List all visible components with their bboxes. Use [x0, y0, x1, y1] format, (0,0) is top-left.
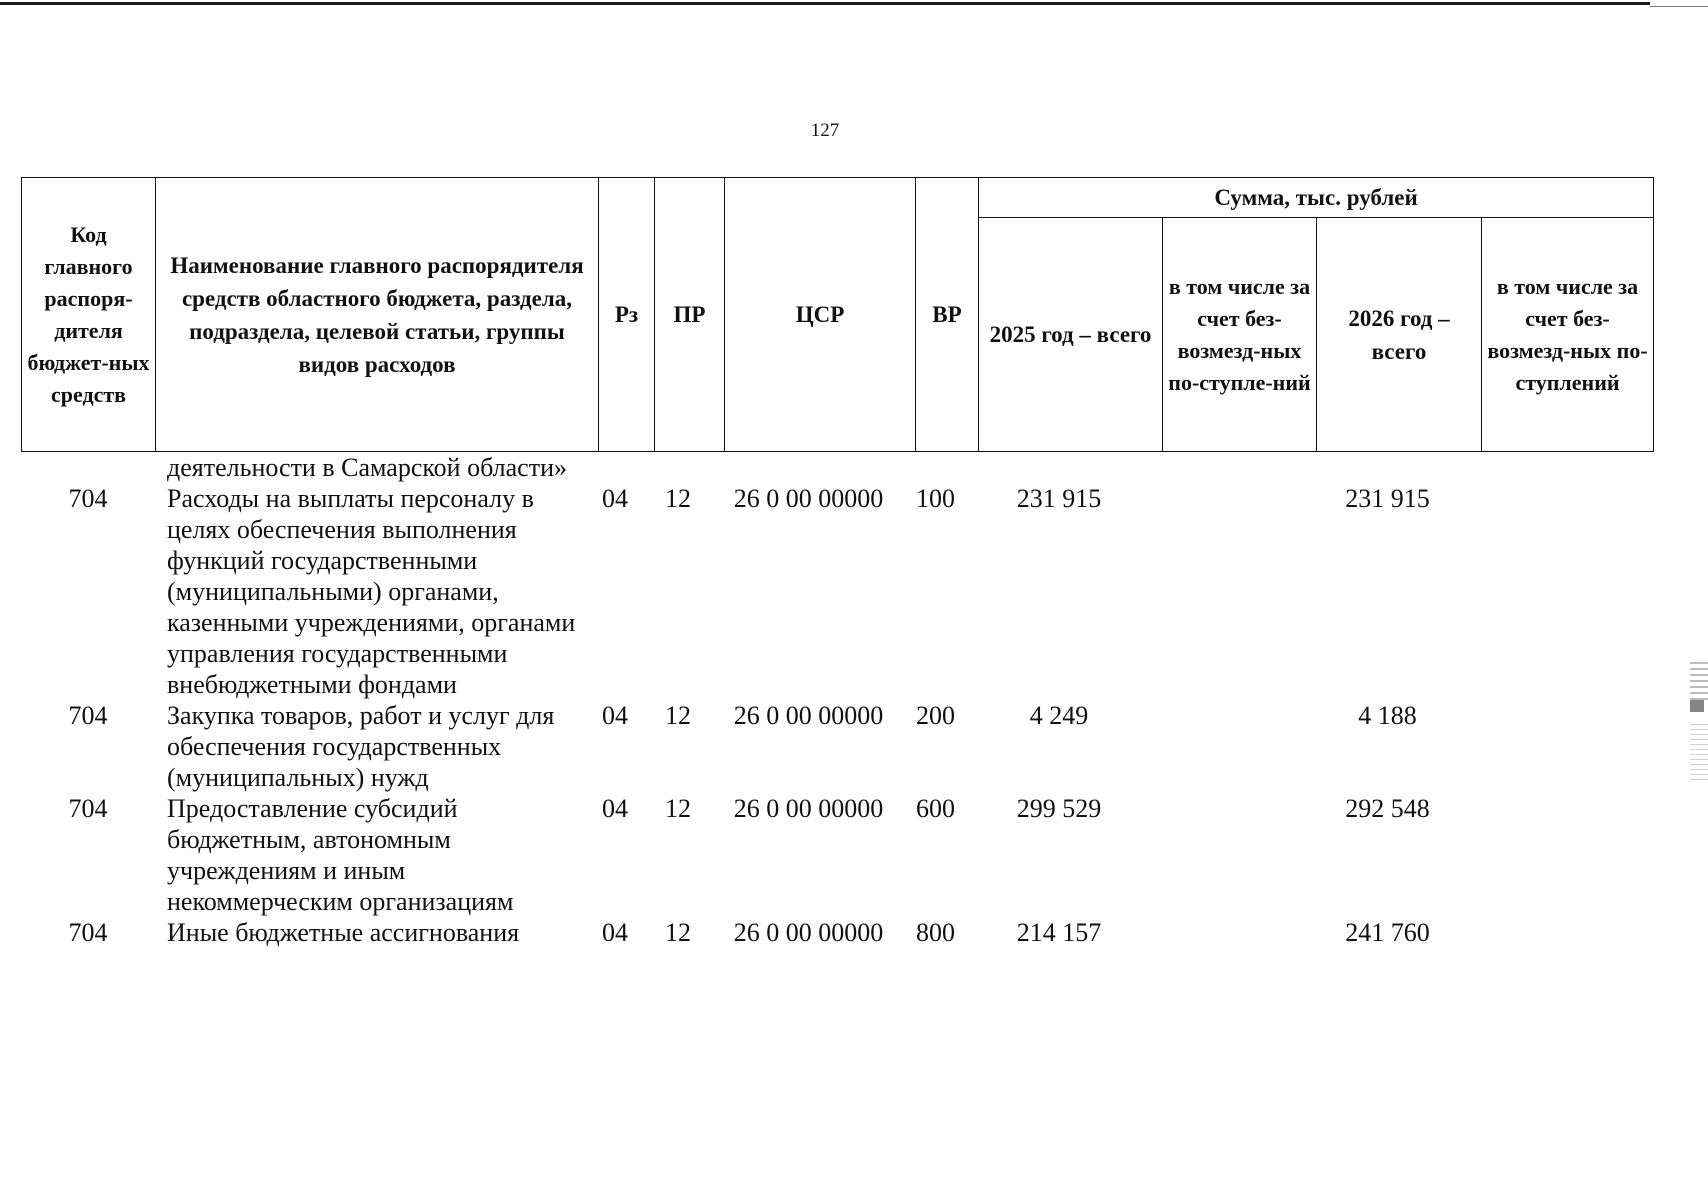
cell-vr: 200: [916, 701, 955, 730]
header-sum-group: Сумма, тыс. рублей: [979, 178, 1654, 218]
cell-name: Предоставление субсидий бюджетным, автономным учреждениям и иным некоммерческим организациям: [167, 794, 514, 916]
cell-vr: 100: [916, 484, 955, 513]
cell-pr: 12: [665, 484, 691, 513]
cell-2026-total: 4 188: [1358, 701, 1417, 730]
cell-csr: 26 0 00 00000: [733, 794, 884, 823]
table-row: [21, 793, 1653, 917]
scan-artifact: [1690, 700, 1704, 712]
continuation-row: [21, 452, 1653, 483]
cell-csr: 26 0 00 00000: [733, 701, 884, 730]
cell-vr: 800: [916, 918, 955, 947]
header-2025-grant: в том числе за счет без-возмезд-ных по-ступле-ний: [1163, 218, 1317, 452]
table-row: [21, 700, 1653, 793]
top-rule: [0, 2, 1650, 5]
cell-pr: 12: [665, 918, 691, 947]
cell-code: 704: [68, 918, 108, 947]
cell-2026-total: 292 548: [1345, 794, 1430, 823]
header-vr: ВР: [916, 178, 979, 452]
header-2026-total: 2026 год – всего: [1317, 218, 1482, 452]
table-row: [21, 483, 1653, 700]
cell-name: Расходы на выплаты персоналу в целях обеспечения выполнения функций государственными (муниципальными) органами, казенными учреждениями, органами управления государственными внебюджетными фондами: [167, 484, 576, 699]
header-rz: Рз: [599, 178, 655, 452]
table-row: [21, 917, 1653, 948]
top-rule-thin: [1650, 6, 1708, 7]
table-header: [21, 177, 1654, 452]
cell-pr: 12: [665, 794, 691, 823]
header-2026-grant: в том числе за счет без-возмезд-ных по-ступлений: [1482, 218, 1654, 452]
cell-rz: 04: [602, 484, 628, 513]
cell-2025-total: 231 915: [1016, 484, 1102, 513]
cell-name: Закупка товаров, работ и услуг для обеспечения государственных (муниципальных) нужд: [167, 701, 555, 792]
cell-2025-total: 299 529: [1016, 794, 1102, 823]
cell-code: 704: [68, 484, 108, 513]
cell-rz: 04: [602, 701, 628, 730]
cell-2026-total: 241 760: [1345, 918, 1430, 947]
cell-rz: 04: [602, 918, 628, 947]
cell-csr: 26 0 00 00000: [733, 918, 884, 947]
page-number: 127: [810, 120, 840, 141]
table-body: [21, 452, 1653, 948]
cell-rz: 04: [602, 794, 628, 823]
continuation-text: деятельности в Самарской области»: [167, 453, 567, 482]
scan-artifact: [1690, 720, 1708, 780]
cell-code: 704: [68, 794, 108, 823]
header-csr: ЦСР: [725, 178, 916, 452]
header-2025-total: 2025 год – всего: [979, 218, 1163, 452]
scan-artifact: [1690, 660, 1708, 700]
header-code: Код главного распоря-дителя бюджет-ных средств: [22, 178, 156, 452]
cell-csr: 26 0 00 00000: [733, 484, 884, 513]
cell-2025-total: 214 157: [1016, 918, 1102, 947]
cell-pr: 12: [665, 701, 691, 730]
header-name: Наименование главного распорядителя средств областного бюджета, раздела, подраздела, целевой статьи, группы видов расходов: [156, 178, 599, 452]
cell-name: Иные бюджетные ассигнования: [167, 918, 520, 947]
cell-2026-total: 231 915: [1345, 484, 1430, 513]
cell-2025-total: 4 249: [1029, 701, 1089, 730]
header-pr: ПР: [655, 178, 725, 452]
cell-code: 704: [68, 701, 108, 730]
cell-vr: 600: [916, 794, 955, 823]
